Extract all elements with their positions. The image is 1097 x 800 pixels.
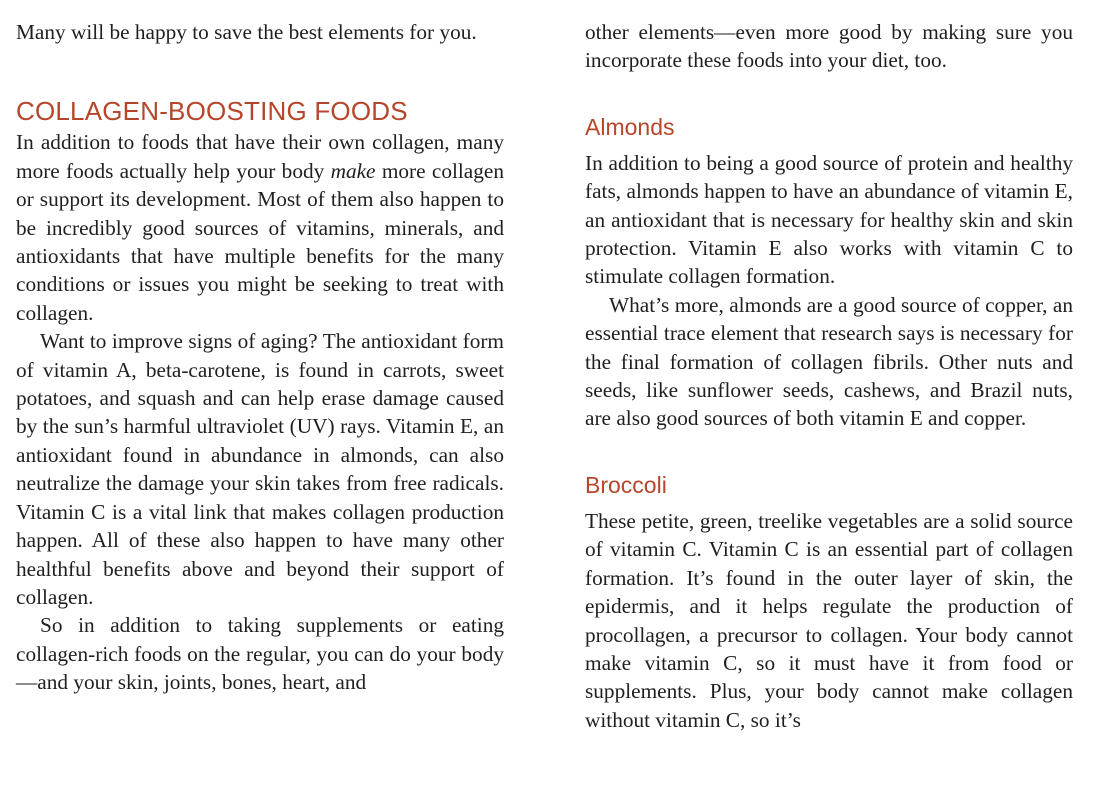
almonds-paragraph-2: What’s more, almonds are a good source of copper, an essential trace element that research says is necessary for the final formation of collagen fibrils. Other nuts and seeds, like sunflower seeds, cashews, and Brazil nuts, are also good sources of both vitamin E and copper. bbox=[585, 292, 1073, 431]
broccoli-heading: Broccoli bbox=[585, 471, 667, 498]
right-column bbox=[585, 18, 1073, 734]
almonds-paragraph-1: In addition to being a good source of protein and healthy fats, almonds happen to have an abundance of vitamin E, an antioxidant that is necessary for healthy skin and skin protection. Vitamin E also works with vitamin C to stimulate collagen formation. bbox=[585, 150, 1073, 289]
collagen-foods-paragraph-2: Want to improve signs of aging? The antioxidant form of vitamin A, beta-carotene, is found in carrots, sweet potatoes, and squash and can help erase damage caused by the sun’s harmful ultraviolet (UV) rays. Vitamin E, an antioxidant found in abundance in almonds, can also neutralize the damage your skin takes from free radicals. Vitamin C is a vital link that makes collagen production happen. All of these also happen to have many other healthful benefits above and beyond their support of collagen. bbox=[16, 329, 504, 609]
collagen-foods-paragraph-1 bbox=[16, 128, 504, 327]
left-column bbox=[16, 18, 504, 697]
almonds-heading: Almonds bbox=[585, 113, 675, 140]
collagen-foods-paragraph-3: So in addition to taking supplements or eating collagen-rich foods on the regular, you can do your body—and your skin, joints, bones, heart, and bbox=[16, 613, 504, 695]
broccoli-paragraph-1: These petite, green, treelike vegetables are a solid source of vitamin C. Vitamin C is an essential part of collagen formation. It’s found in the outer layer of skin, the epidermis, and it helps regulate the production of procollagen, a precursor to collagen. Your body cannot make vitamin C, so it must have it from food or supplements. Plus, your body cannot make collagen without vitamin C, so it’s bbox=[585, 508, 1073, 732]
p1-before: In addition to foods that have their own collagen, many more foods actually help your body bbox=[16, 130, 504, 183]
continuation-paragraph: other elements—even more good by making sure you incorporate these foods into your diet, too. bbox=[585, 20, 1073, 73]
p1-emphasis: make bbox=[330, 158, 376, 183]
p1-after: more collagen or support its development. Most of them also happen to be incredibly good sources of vitamins, minerals, and antioxidants that have multiple benefits for the many conditions or issues you might be seeking to treat with collagen. bbox=[16, 158, 505, 325]
intro-paragraph: Many will be happy to save the best elements for you. bbox=[16, 20, 477, 44]
section-heading: COLLAGEN-BOOSTING FOODS bbox=[16, 96, 408, 127]
